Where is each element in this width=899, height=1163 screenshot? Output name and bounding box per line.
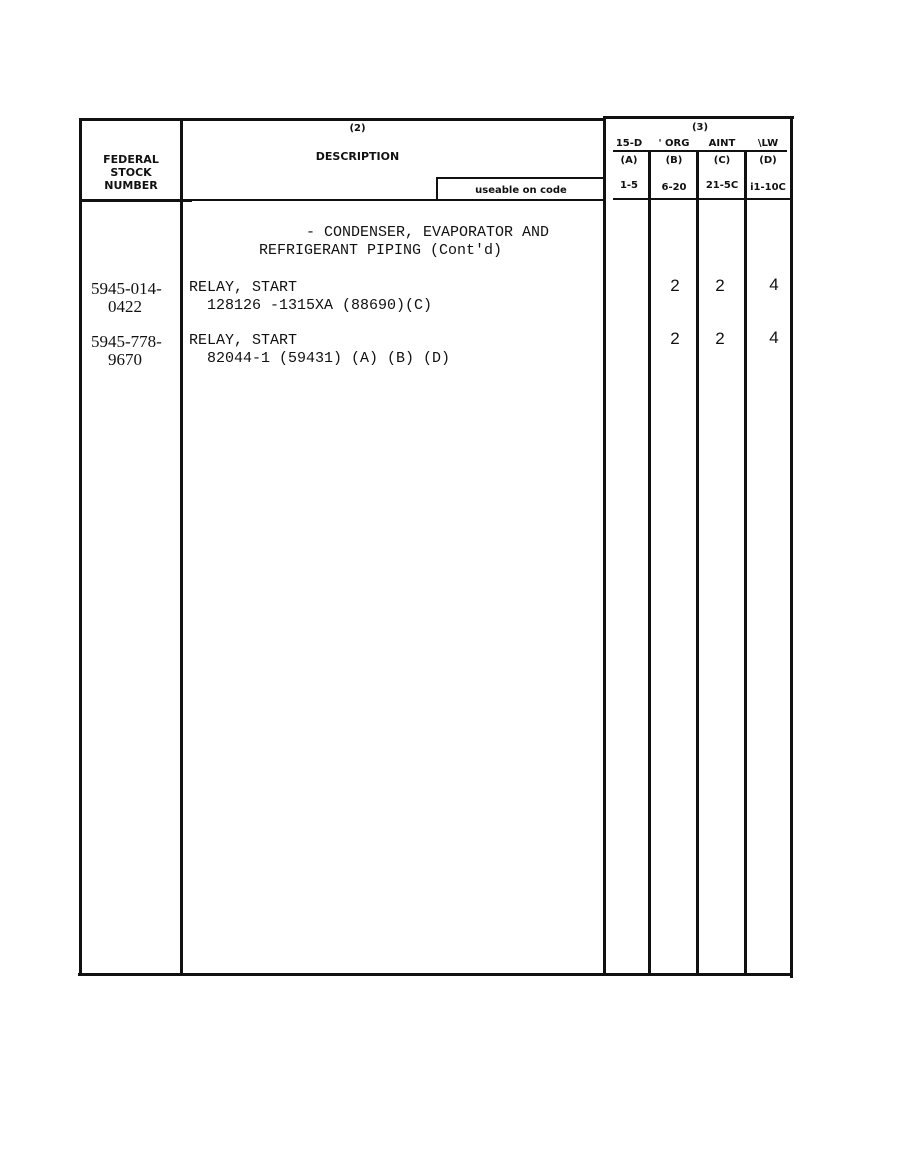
qty-range-a: 1-5 xyxy=(619,180,639,191)
qty-code-c: (C) xyxy=(713,155,731,166)
usable-box-left xyxy=(436,177,438,199)
section-heading-line2: REFRIGERANT PIPING (Cont'd) xyxy=(259,242,503,259)
qty-col-number: (3) xyxy=(691,122,709,133)
stock-number-line2: 0422 xyxy=(108,297,142,316)
qty-d: 4 xyxy=(769,275,779,294)
description-col-number: (2) xyxy=(349,123,366,134)
frame-right xyxy=(790,116,793,978)
qty-code-d: (D) xyxy=(759,155,777,166)
qty-group-c: AINT xyxy=(708,138,736,149)
qty-range-d: i1-10C xyxy=(750,182,786,193)
divider-a-b xyxy=(648,151,651,976)
stock-number-line1: 5945-014- xyxy=(91,279,162,298)
qty-group-d: \LW xyxy=(757,138,779,149)
qty-group-a: 15-D xyxy=(615,138,643,149)
stock-number-line1: 5945-778- xyxy=(91,332,162,351)
usable-box-top xyxy=(436,177,605,179)
stock-header-line3: NUMBER xyxy=(104,179,158,192)
qty-code-a: (A) xyxy=(620,155,638,166)
item-name: RELAY, START xyxy=(189,279,298,296)
stock-header-line1: FEDERAL xyxy=(103,153,159,166)
stock-header-line2: STOCK xyxy=(110,166,152,179)
frame-top-left xyxy=(80,118,605,121)
qty-c: 2 xyxy=(715,329,725,348)
qty-b: 2 xyxy=(670,276,680,295)
qty-b: 2 xyxy=(670,329,680,348)
divider-c-d xyxy=(744,151,747,976)
section-heading-line1: - CONDENSER, EVAPORATOR AND xyxy=(306,224,550,241)
frame-left xyxy=(79,118,82,976)
frame-bottom xyxy=(78,973,793,976)
header-rule-2 xyxy=(180,199,605,201)
item-part-number: 128126 -1315XA (88690)(C) xyxy=(207,297,433,314)
stock-number-line2: 9670 xyxy=(108,350,142,369)
frame-top-right xyxy=(605,116,794,119)
stock-number-header xyxy=(82,153,180,192)
divider-b-c xyxy=(696,151,699,976)
divider-desc-qty xyxy=(603,116,606,976)
qty-group-rule xyxy=(613,150,787,152)
divider-stock-desc xyxy=(180,118,183,976)
qty-group-b: ' ORG xyxy=(658,138,690,149)
qty-range-c: 21-5C xyxy=(705,180,739,191)
qty-d: 4 xyxy=(769,328,779,347)
usable-on-code-header: useable on code xyxy=(475,185,567,196)
item-name: RELAY, START xyxy=(189,332,298,349)
qty-c: 2 xyxy=(715,276,725,295)
header-rule-3 xyxy=(613,198,793,200)
qty-range-b: 6-20 xyxy=(661,182,687,193)
item-part-number: 82044-1 (59431) (A) (B) (D) xyxy=(207,350,451,367)
header-rule xyxy=(80,199,192,202)
qty-code-b: (B) xyxy=(665,155,683,166)
description-header: DESCRIPTION xyxy=(315,150,400,163)
